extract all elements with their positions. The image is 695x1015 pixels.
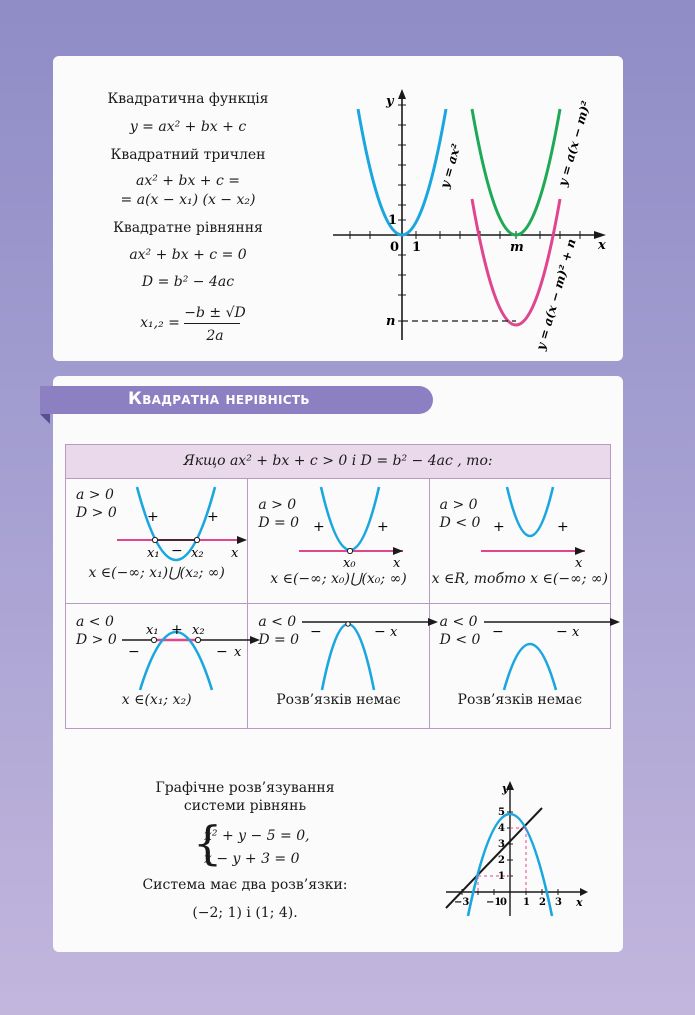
cond-d: D < 0 [439, 632, 481, 648]
y-tick-3: 3 [498, 839, 505, 850]
cond-d: D < 0 [439, 515, 481, 531]
section-title-bar [40, 386, 433, 414]
curve3-label: y = a(x − m)² + n [533, 237, 579, 352]
system-eq1: x² + y − 5 = 0, [204, 828, 310, 844]
axis-x: x [234, 645, 242, 660]
system-result-line1: Система має два розв’язки: [142, 877, 348, 893]
curve2-label: y = a(x − m)² [555, 99, 594, 188]
roots-lhs: x₁,₂ = [140, 315, 180, 331]
sign-mid: − [171, 543, 183, 559]
cond-d: D > 0 [76, 505, 117, 521]
case-graph [480, 610, 610, 690]
sign-left: + [313, 519, 326, 535]
system-eq2: x − y + 3 = 0 [204, 851, 300, 867]
case-graph [293, 485, 433, 571]
x-tick-m1: −1 [486, 897, 502, 908]
sign-right: − [216, 644, 228, 660]
answer: Розв’язків немає [276, 692, 401, 708]
cond-a: a < 0 [439, 614, 478, 630]
cond-a: a < 0 [258, 614, 297, 630]
system-result-line2: (−2; 1) і (1; 4). [192, 905, 298, 921]
graph-y-label: y [386, 94, 394, 109]
sign-left: + [147, 509, 159, 525]
curve1-label: y = ax² [437, 142, 464, 190]
cond-d: D = 0 [258, 515, 300, 531]
sys-x-label: x [576, 896, 583, 909]
inequality-table [65, 444, 611, 729]
answer: x ∈(−∞; x₀)⋃(x₀; ∞) [270, 571, 407, 587]
x-tick-0: 0 [500, 897, 507, 908]
quad-function-label: Квадратична функція [107, 91, 269, 107]
axis-x: x [571, 625, 579, 640]
case-graph [116, 610, 246, 690]
graph-n-label: n [386, 314, 396, 329]
root2: x₂ [191, 546, 204, 561]
case-a-pos-d-pos [66, 479, 248, 604]
root1: x₁ [146, 623, 159, 638]
sign-mid: + [171, 622, 183, 638]
roots-numerator: −b ± √D [184, 305, 246, 321]
title-fold [40, 414, 50, 424]
case-graph [475, 485, 615, 571]
sign-left: − [491, 624, 504, 640]
system-brace: { [193, 816, 223, 870]
quad-function-formula: y = ax² + bx + c [129, 119, 247, 135]
x-tick-m3: −3 [454, 897, 470, 908]
case-graph [111, 485, 251, 567]
sign-left: − [128, 644, 140, 660]
sign-left: − [310, 624, 323, 640]
y-tick-5: 5 [498, 807, 505, 818]
fraction-bar [184, 323, 240, 324]
system-title-line2: системи рівнянь [183, 798, 307, 814]
y-tick-2: 2 [498, 855, 505, 866]
trinomial-formula-line2: = a(x − x₁) (x − x₂) [120, 192, 256, 208]
cond-d: D = 0 [258, 632, 300, 648]
cond-a: a > 0 [258, 497, 297, 513]
sign-right: − [555, 624, 568, 640]
graph-origin-label: 0 [390, 240, 400, 255]
parabola-graph [330, 85, 615, 350]
graph-unit-x: 1 [412, 240, 422, 255]
case-a-neg-d-zero [248, 604, 429, 729]
system-graph [438, 778, 588, 918]
graph-y-arrow [398, 89, 406, 99]
discriminant-formula: D = b² − 4ac [141, 274, 235, 290]
x-tick-1: 1 [523, 897, 530, 908]
cond-a: a > 0 [76, 487, 114, 503]
graph-x-label: x [598, 238, 606, 253]
y-tick-1: 1 [498, 871, 505, 882]
system-title-line1: Графічне розв’язування [155, 780, 335, 796]
section-title: Квадратна нерівність [128, 389, 310, 409]
x-tick-3: 3 [555, 897, 562, 908]
y-tick-4: 4 [498, 823, 505, 834]
case-a-neg-d-neg [429, 604, 610, 729]
case-a-neg-d-pos [66, 604, 248, 729]
trinomial-label: Квадратний тричлен [110, 147, 266, 163]
axis-x: x [574, 556, 582, 571]
sign-right: + [207, 509, 219, 525]
axis-x: x [390, 625, 398, 640]
sys-y-label: y [502, 782, 509, 795]
curve-y-a-x-m-sq [472, 109, 560, 235]
answer: x ∈(x₁; x₂) [121, 692, 192, 708]
answer: x ∈R, тобто x ∈(−∞; ∞) [431, 571, 609, 587]
roots-denominator: 2a [206, 328, 224, 344]
root2: x₂ [192, 623, 205, 638]
axis-x: x [393, 556, 401, 571]
case-graph [298, 610, 428, 690]
sign-right: + [377, 519, 390, 535]
graph-unit-y: 1 [388, 213, 398, 228]
x-tick-2: 2 [539, 897, 546, 908]
equation-formula: ax² + bx + c = 0 [129, 247, 247, 263]
case-a-pos-d-zero [248, 479, 429, 604]
answer: Розв’язків немає [457, 692, 583, 708]
axis-x: x [231, 546, 239, 561]
table-header-text: Якщо ax² + bx + c > 0 і D = b² − 4ac , то: [183, 453, 493, 469]
table-header [66, 445, 611, 479]
root: x₀ [343, 556, 356, 571]
trinomial-formula-line1: ax² + bx + c = [136, 173, 240, 189]
cond-a: a < 0 [76, 614, 114, 630]
graph-m-label: m [510, 240, 524, 255]
equation-label: Квадратне рівняння [113, 220, 263, 236]
sign-left: + [492, 519, 505, 535]
cond-d: D > 0 [76, 632, 117, 648]
root1: x₁ [147, 546, 160, 561]
sign-right: + [556, 519, 569, 535]
sign-right: − [374, 624, 387, 640]
answer: x ∈(−∞; x₁)⋃(x₂; ∞) [88, 565, 225, 581]
case-a-pos-d-neg [429, 479, 610, 604]
cond-a: a > 0 [439, 497, 478, 513]
